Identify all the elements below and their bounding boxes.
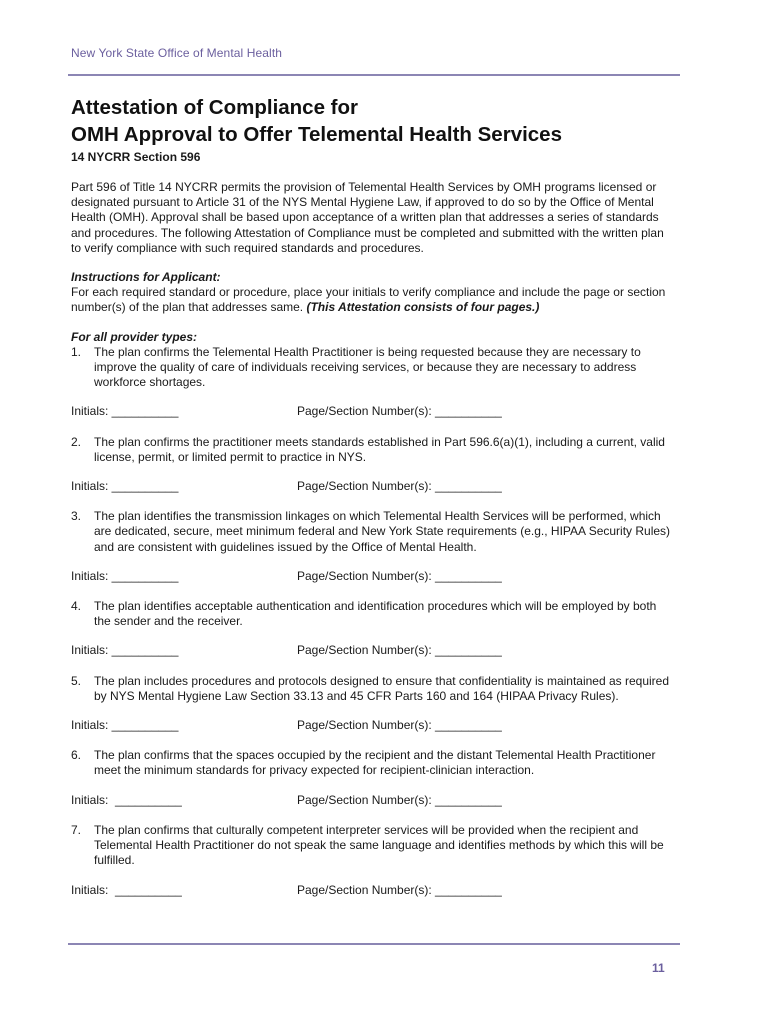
page-number: 11 [652, 961, 665, 975]
page-section-field[interactable]: Page/Section Number(s): __________ [297, 718, 502, 733]
item-number: 1. [71, 344, 82, 359]
attestation-item-7 [71, 823, 676, 869]
initials-field[interactable]: Initials: __________ [71, 792, 182, 807]
initials-row-3 [71, 569, 676, 584]
item-text: The plan confirms the Telemental Health Practitioner is being requested because they are necessary to improve the quality of care of individuals receiving services, or because they are necessary to address workforce shortages. [94, 344, 641, 390]
instructions-body [71, 285, 676, 315]
intro-paragraph: Part 596 of Title 14 NYCRR permits the provision of Telemental Health Services by OMH programs licensed or designated pursuant to Article 31 of the NYS Mental Hygiene Law, if approved to do so by the Office of Mental Health (OMH). Approval shall be based upon acceptance of a written plan that addresses a series of standards and procedures. The following Attestation of Compliance must be completed and submitted with the written plan to verify compliance with such required standards and procedures. [71, 180, 664, 255]
instructions-emphasis: (This Attestation consists of four pages.) [306, 300, 540, 315]
page-section-field[interactable]: Page/Section Number(s): __________ [297, 882, 502, 897]
initials-field[interactable]: Initials: __________ [71, 643, 179, 658]
initials-row-2 [71, 479, 676, 494]
title-line-1: Attestation of Compliance for [71, 96, 359, 119]
initials-row-4 [71, 643, 676, 658]
item-text: The plan confirms that the spaces occupied by the recipient and the distant Telemental Health Practitioner meet the minimum standards for privacy expected for recipient-clinician interaction. [94, 748, 656, 778]
attestation-item-3 [71, 509, 676, 555]
item-number: 6. [71, 748, 82, 763]
attestation-item-2 [71, 435, 676, 465]
document-title [71, 94, 676, 148]
document-header-org: New York State Office of Mental Health [71, 46, 283, 60]
initials-row-5 [71, 718, 676, 733]
page-section-field[interactable]: Page/Section Number(s): __________ [297, 792, 502, 807]
page-section-field[interactable]: Page/Section Number(s): __________ [297, 479, 502, 494]
attestation-item-6 [71, 748, 676, 778]
header-divider [68, 74, 680, 76]
item-number: 4. [71, 599, 82, 614]
provider-types-heading: For all provider types: [71, 329, 198, 344]
item-text: The plan includes procedures and protocols designed to ensure that confidentiality is maintained as required by NYS Mental Hygiene Law Section 33.13 and 45 CFR Parts 160 and 164 (HIPAA Privacy Rules). [94, 673, 670, 703]
initials-row-1 [71, 404, 676, 419]
page-section-field[interactable]: Page/Section Number(s): __________ [297, 643, 502, 658]
page-section-field[interactable]: Page/Section Number(s): __________ [297, 404, 502, 419]
initials-field[interactable]: Initials: __________ [71, 479, 179, 494]
document-subtitle: 14 NYCRR Section 596 [71, 150, 201, 164]
item-text: The plan identifies acceptable authentication and identification procedures which will be employed by both the sender and the receiver. [94, 599, 657, 629]
item-text: The plan identifies the transmission linkages on which Telemental Health Services will be performed, which are dedicated, secure, meet minimum federal and New York State requirements (e.g., HIPAA Security Rules) and are consistent with guidelines issued by the Office of Mental Health. [94, 509, 671, 554]
attestation-item-4 [71, 599, 676, 629]
item-number: 5. [71, 673, 82, 688]
item-text: The plan confirms the practitioner meets standards established in Part 596.6(a)(1), including a current, valid license, permit, or limited permit to practice in NYS. [94, 434, 665, 464]
attestation-item-5 [71, 674, 676, 704]
item-number: 3. [71, 509, 82, 524]
initials-row-6 [71, 793, 676, 808]
initials-field[interactable]: Initials: __________ [71, 404, 179, 419]
attestation-item-1 [71, 345, 676, 391]
item-text: The plan confirms that culturally competent interpreter services will be provided when the recipient and Telemental Health Practitioner do not speak the same language and identifies methods by which this will be fulfilled. [94, 822, 664, 868]
instructions-text: For each required standard or procedure, place your initials to verify compliance and include the page or section number(s) of the plan that addresses same. [71, 285, 666, 315]
title-line-2: OMH Approval to Offer Telemental Health Services [71, 123, 562, 146]
footer-divider [68, 943, 680, 945]
document-body [71, 94, 676, 898]
item-number: 7. [71, 822, 82, 837]
initials-row-7 [71, 883, 676, 898]
item-number: 2. [71, 434, 82, 449]
initials-field[interactable]: Initials: __________ [71, 882, 182, 897]
initials-field[interactable]: Initials: __________ [71, 718, 179, 733]
page-section-field[interactable]: Page/Section Number(s): __________ [297, 568, 502, 583]
instructions-heading: Instructions for Applicant: [71, 270, 221, 285]
initials-field[interactable]: Initials: __________ [71, 568, 179, 583]
